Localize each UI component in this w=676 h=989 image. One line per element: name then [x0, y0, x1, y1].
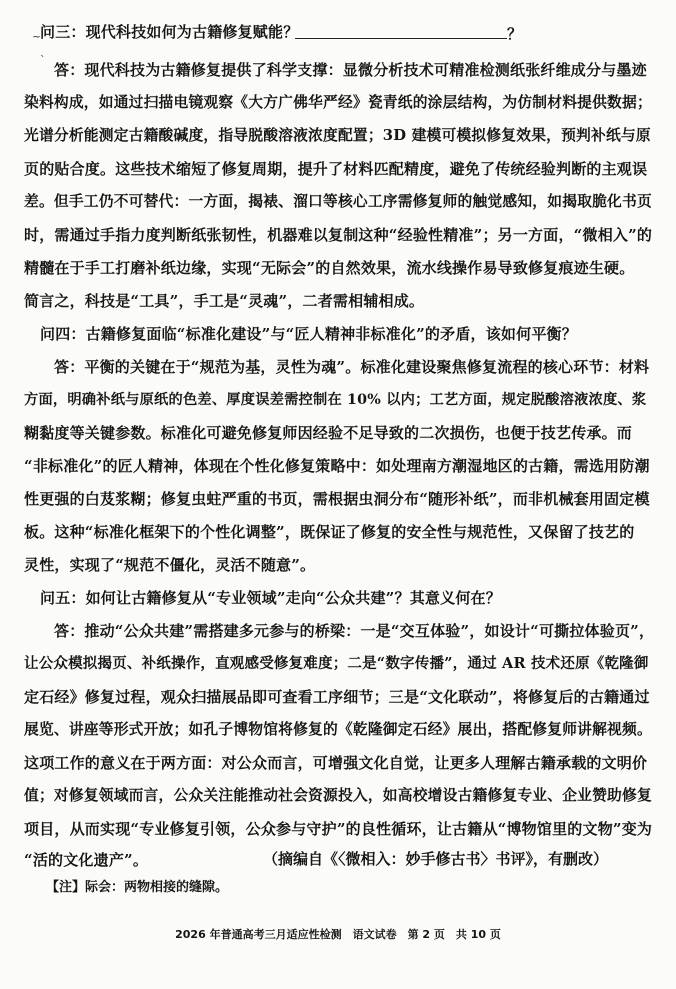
q4-answer-line: 板。这种“标准化框架下的个性化调整”，既保证了修复的安全性与规范性，又保留了技艺的 — [24, 523, 635, 541]
footnote: 【注】际会：两物相接的缝隙。 — [46, 880, 229, 895]
q5-answer-line: 让公众模拟揭页、补纸操作，直观感受修复难度；二是“数字传播”，通过 AR 技术还原《乾隆御 — [24, 655, 649, 672]
q4-answer-line: 答：平衡的关键在于“规范为基，灵性为魂”。标准化建设聚焦修复流程的核心环节：材料 — [54, 358, 650, 376]
q4-answer-line: 糊黏度等关键参数。标准化可避免修复师因经验不足导致的二次损伤，也便于技艺传承。而 — [24, 424, 633, 442]
q5-answer-line: 展览、讲座等形式开放；如孔子博物馆将修复的《乾隆御定石经》展出，搭配修复师讲解视频。 — [24, 721, 652, 738]
q5-answer-line: 项目，从而实现“专业修复引领，公众参与守护”的良性循环，让古籍从“博物馆里的文物”变为 — [24, 820, 653, 838]
page-footer: 2026 年普通高考三月适应性检测 语文试卷 第 2 页 共 10 页 — [175, 928, 501, 941]
q3-answer-line: 精髓在于手工打磨补纸边缘，实现“无际会”的自然效果，流水线操作易导致修复痕迹生硬。 — [24, 259, 635, 277]
source-citation: （摘编自《〈微相入：妙手修古书〉书评》，有删改） — [262, 850, 608, 868]
q5-answer-line: 答：推动“公众共建”需搭建多元参与的桥梁：一是“交互体验”，如设计“可撕拉体验页”， — [54, 622, 655, 640]
q4-answer-line: 性更强的白芨浆糊；修复虫蛀严重的书页，需根据虫洞分布“随形补纸”，而非机械套用固定模 — [24, 490, 650, 508]
q3-answer-line: 光谱分析能测定古籍酸碱度，指导脱酸溶液浓度配置；3D 建模可模拟修复效果，预判补纸与原 — [24, 127, 651, 144]
q5-answer-line: “活的文化遗产”。 — [24, 851, 149, 869]
answer-blank-line — [295, 38, 507, 39]
q4-answer-line: 方面，明确补纸与原纸的色差、厚度误差需控制在 10% 以内；工艺方面，规定脱酸溶液浓度、浆 — [24, 392, 647, 408]
question-3: 问三：现代科技如何为古籍修复赋能？ — [40, 23, 299, 41]
scan-mark: ~ — [32, 30, 42, 43]
q3-answer-line: 差。但手工仍不可替代：一方面，揭裱、溜口等核心工序需修复师的触觉感知，如揭取脆化书页 — [24, 193, 652, 210]
question-3-end-mark: ？ — [507, 25, 523, 43]
q5-answer-line: 定石经》修复过程，观众扫描展品即可查看工序细节；三是“文化联动”，将修复后的古籍通过 — [24, 688, 650, 706]
q5-answer-line: 值；对修复领域而言，公众关注能推动社会资源投入，如高校增设古籍修复专业、企业赞助修复 — [24, 787, 652, 804]
question-4: 问四：古籍修复面临“标准化建设”与“匠人精神非标准化”的矛盾，该如何平衡？ — [40, 325, 577, 343]
q4-answer-line: “非标准化”的匠人精神，体现在个性化修复策略中：如处理南方潮湿地区的古籍，需选用防潮 — [24, 457, 650, 475]
q3-answer-line: 染料构成，如通过扫描电镜观察《大方广佛华严经》瓷青纸的涂层结构，为仿制材料提供数据； — [24, 94, 652, 111]
q5-answer-line: 这项工作的意义在于两方面：对公众而言，可增强文化自觉，让更多人理解古籍承载的文明价 — [24, 754, 648, 772]
question-5: 问五：如何让古籍修复从“专业领域”走向“公众共建”？其意义何在？ — [40, 589, 501, 607]
q3-answer-line: 时，需通过手指力度判断纸张韧性，机器难以复制这种“经验性精准”；另一方面，“微相入”的 — [24, 226, 653, 244]
scan-mark: ` — [40, 54, 46, 67]
q4-answer-line: 灵性，实现了“规范不僵化，灵活不随意”。 — [24, 556, 316, 574]
q3-answer-line: 答：现代科技为古籍修复提供了科学支撑：显微分析技术可精准检测纸张纤维成分与墨迹 — [54, 61, 647, 79]
q3-answer-line: 页的贴合度。这些技术缩短了修复周期，提升了材料匹配精度，避免了传统经验判断的主观误 — [24, 160, 648, 178]
q3-answer-line: 简言之，科技是“工具”，手工是“灵魂”，二者需相辅相成。 — [24, 292, 425, 310]
